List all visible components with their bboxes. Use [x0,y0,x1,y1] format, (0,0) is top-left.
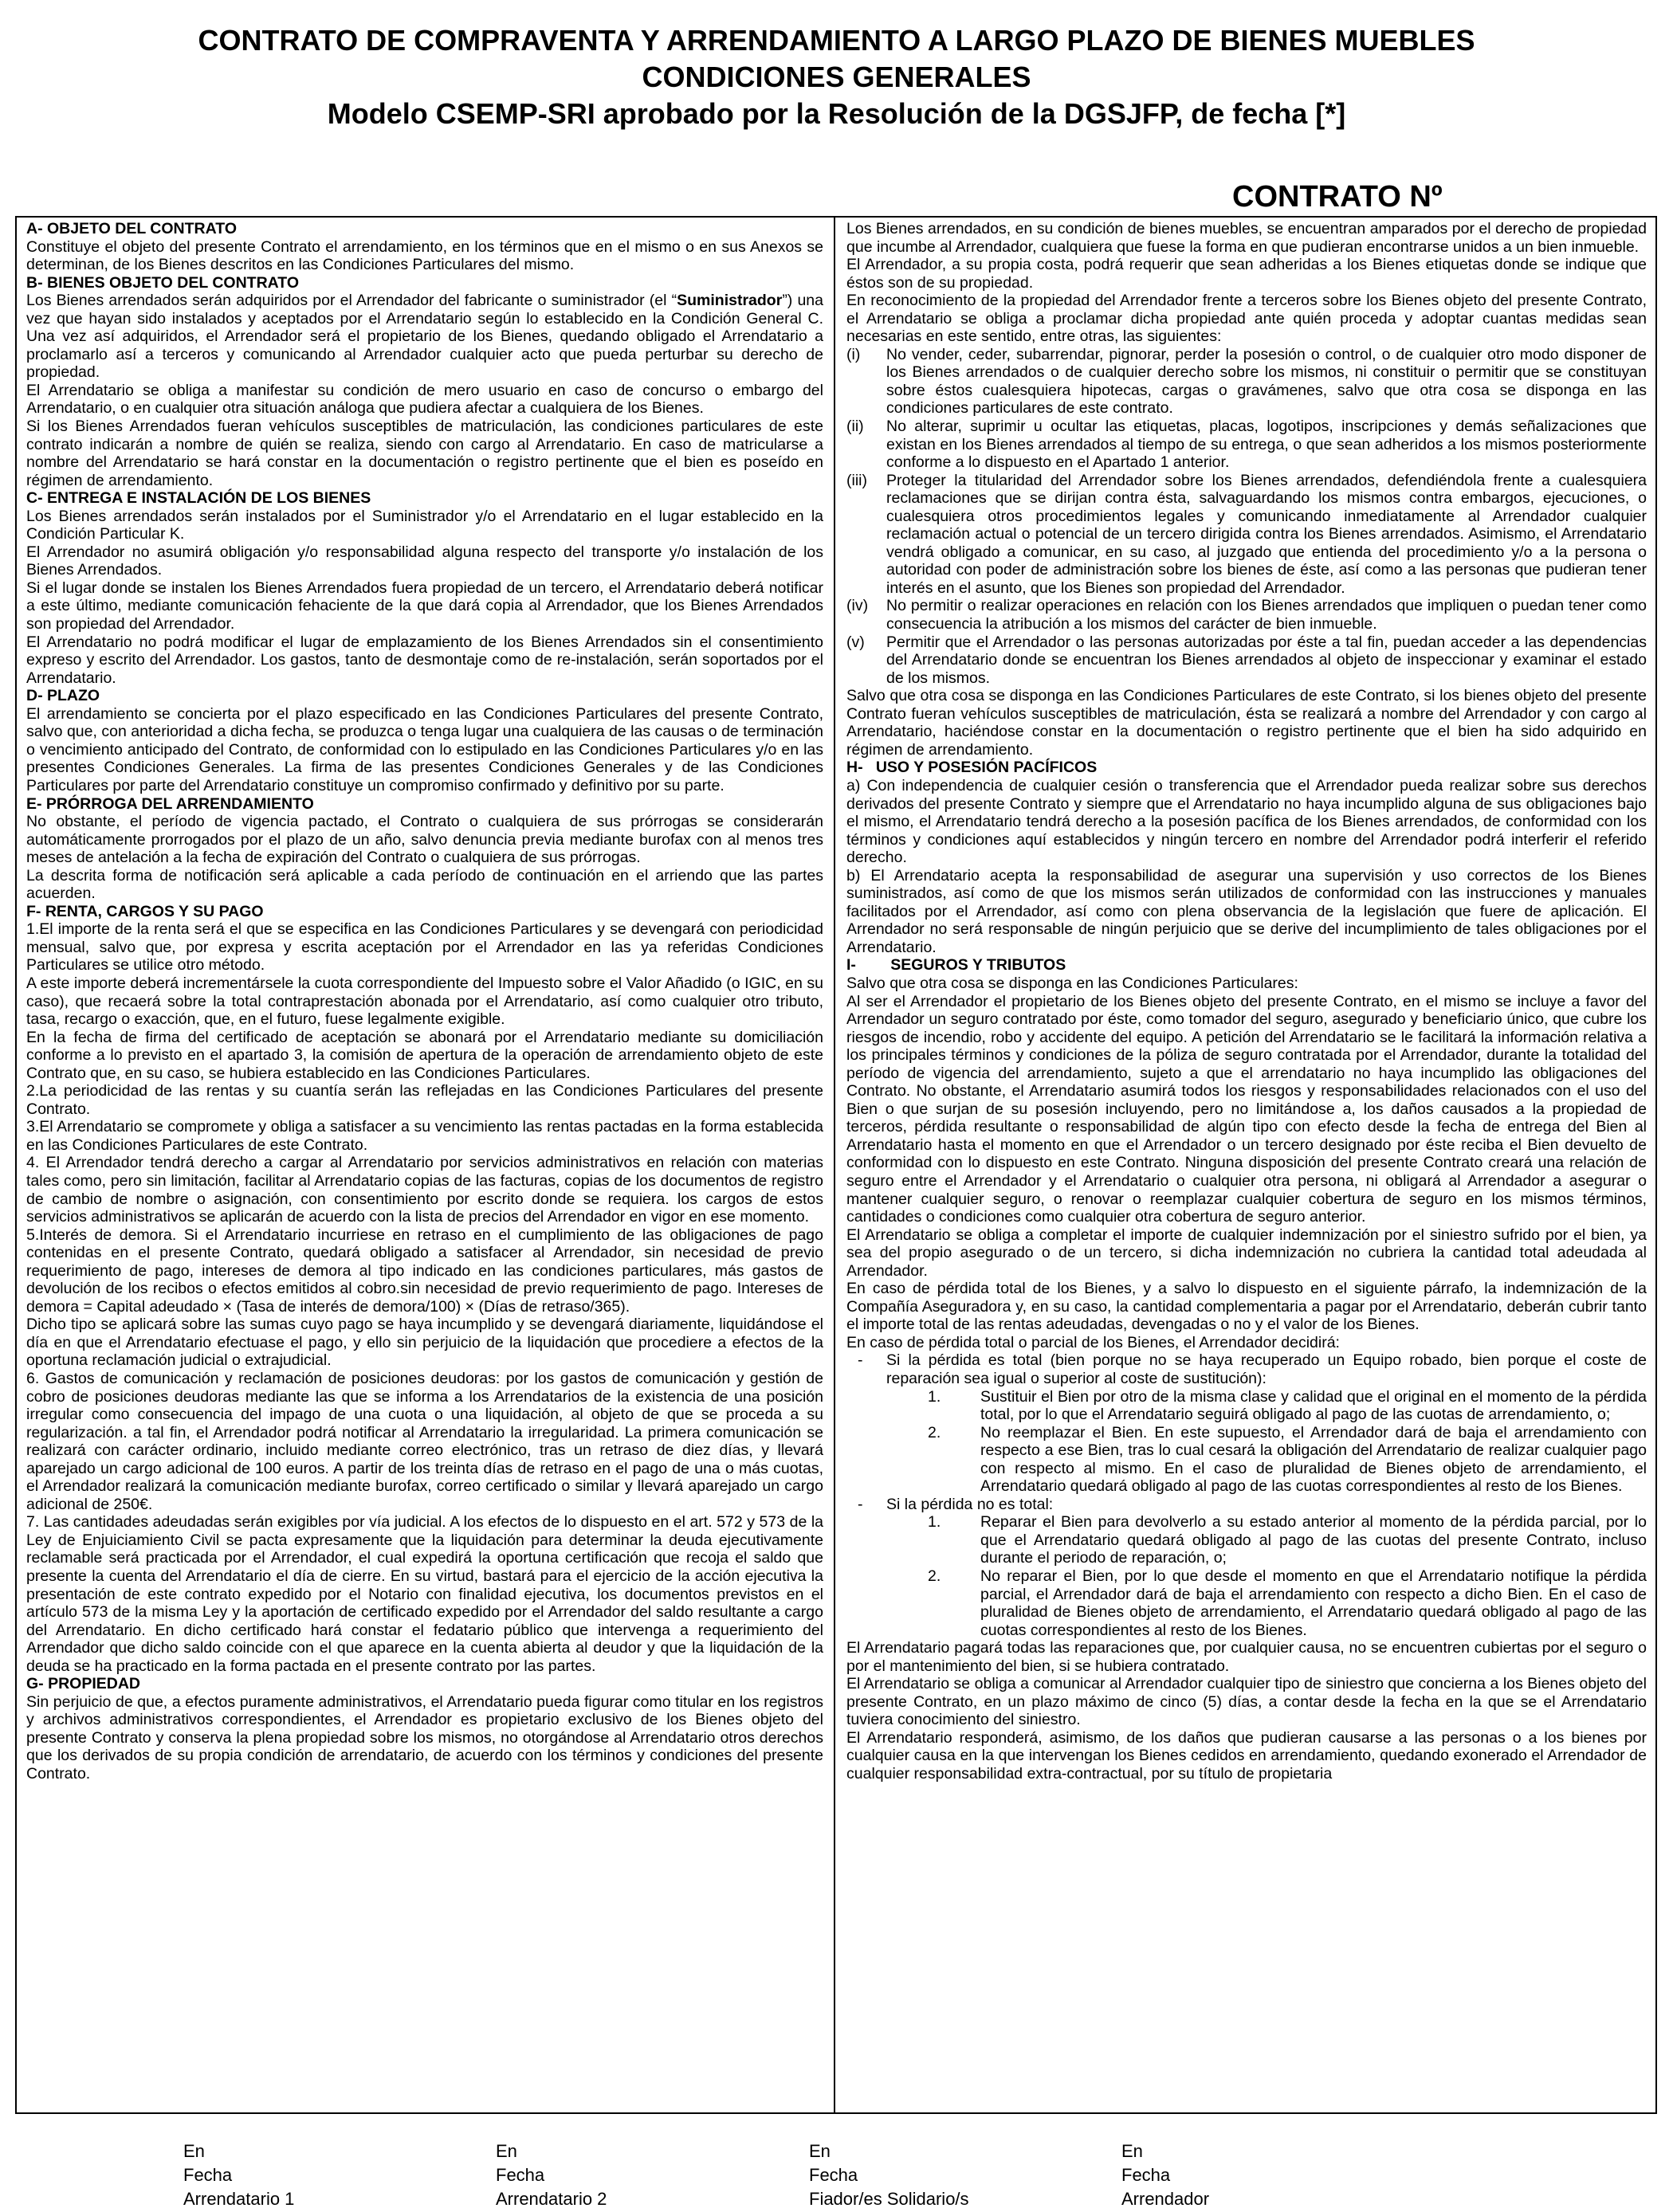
list-text: No permitir o realizar operaciones en relación con los Bienes arrendados que impliquen o puedan tener como consecuencia la atribución a los mismos del carácter de bien inmueble. [886,597,1647,633]
dash-item [846,1496,1647,1514]
section-h-title: H- USO Y POSESIÓN PACÍFICOS [846,759,1098,777]
signature-place: En [183,2141,205,2161]
signature-date: Fecha [183,2165,233,2185]
numbered-text: No reemplazar el Bien. En este supuesto, el Arrendador dará de baja el arrendamiento con respecto a ese Bien, tras lo cual cesará la obligación del Arrendatario de realizar cualquier pago con respecto al mismo. En el caso de pluralidad de Bienes objeto de arrendamiento, el Arrendatario quedará obligado al pago de las cuotas correspondientes al resto de los Bienes. [980,1423,1647,1496]
section-f-paragraph: 1.El importe de la renta será el que se especifica en las Condiciones Particulares y se devengará con periodicidad mensual, salvo que, por expresa y escrita aceptación por el Arrendador en las ya referidas Condiciones Particulares se utilice otro método. [26,920,823,975]
section-i-paragraph: En caso de pérdida total de los Bienes, y a salvo lo dispuesto en el siguiente párrafo, la indemnización de la Compañía Aseguradora y, en su caso, la cantidad complementaria a pagar por el Arrendatario, deberán cubrir tanto el importe total de las rentas adeudadas, devengadas o no y el valor de los Bienes. [846,1280,1647,1334]
signature-party: Fiador/es Solidario/s [809,2189,969,2209]
section-f-paragraph: 6. Gastos de comunicación y reclamación de posiciones deudoras: por los gastos de comunicación y gestión de cobro de posiciones deudoras mediante las que se informa a los Arrendatarios de la existencia de una posición irregular como consecuencia del impago de una cuota o una liquidación, al objeto de que se proceda a su regularización. a tal fin, el Arrendador podrá notificar al Arrendatario la irregularidad. La primera comunicación se realizará con carácter ordinario, incluido mediante correo electrónico, tras un retraso de diez días, y llevará aparejado un cargo adicional de 100 euros. A partir de los treinta días de retraso en el pago de una o más cuotas, el Arrendador realizará la comunicación mediante burofax, correo certificado o similar y llevará aparejado un cargo adicional de 250€. [26,1370,823,1513]
section-f-paragraph: 4. El Arrendador tendrá derecho a cargar al Arrendatario por servicios administrativos en relación con materias tales como, pero sin limitación, facilitar al Arrendatario copias de las facturas, copias de los documentos de registro de cambio de nombre o asignación, con consentimiento por escrito donde se requiera. los cargos de estos servicios administrativos se aplicarán de acuerdo con la lista de precios del Arrendador en vigor en ese momento. [26,1154,823,1226]
section-f-paragraph: En la fecha de firma del certificado de aceptación se abonará por el Arrendatario mediante su domiciliación conforme a lo previsto en el apartado 3, la comisión de apertura de la operación de arrendamiento objeto de este Contrato que, en su caso, se hubiera establecido en las Condiciones Particulares. [26,1028,823,1082]
section-f-paragraph: A este importe deberá incrementársele la cuota correspondiente del Impuesto sobre el Valor Añadido (o IGIC, en su caso), que recaerá sobre la total contraprestación abonada por el Arrendatario, así como cualquier otro tributo, tasa, recargo o exacción, que, en el futuro, fuese legalmente exigible. [26,974,823,1029]
column-divider [834,216,835,2114]
list-text: No alterar, suprimir u ocultar las etiquetas, placas, logotipos, inscripciones y demás señalizaciones que existan en los Bienes arrendados al tiempo de su entrega, o que sean adheridos a los mismos posteriormente conforme a lo dispuesto en el Apartado 1 anterior. [886,418,1647,472]
section-g-title: G- PROPIEDAD [26,1675,141,1693]
list-item [846,633,1647,688]
numbered-text: Sustituir el Bien por otro de la misma clase y calidad que el original en el momento de la pérdida total, por lo que el Arrendatario seguirá obligado al pago de las cuotas de arrendamiento, o; [980,1387,1647,1424]
numbered-item [846,1513,1647,1567]
section-i-paragraph: Salvo que otra cosa se disponga en las Condiciones Particulares: [846,974,1298,992]
number-marker: 2. [928,1423,941,1441]
section-b-text-end: ”) una vez que hayan sido instalados y aceptados por el Arrendatario según lo establecido en la Condición General C. Una vez así adquiridos, el Arrendador será el propietario de los Bienes, quedando obligado el Arrendatario a proclamarlo así a terceros y comunicando al Arrendador cualquier acto que pueda perturbar su derecho de propiedad. [26,292,823,382]
signature-date: Fecha [496,2165,545,2185]
section-c-paragraph: Si el lugar donde se instalen los Bienes Arrendados fuera propiedad de un tercero, el Arrendatario deberá notificar a este último, mediante comunicación fehaciente de la que dará copia al Arrendador, que los Bienes Arrendados son propiedad del Arrendador. [26,578,823,633]
section-h-paragraph: a) Con independencia de cualquier cesión o transferencia que el Arrendador pueda realizar sobre sus derechos derivados del presente Contrato y siempre que el Arrendatario no haya incumplido alguna de sus obligaciones bajo el mismo, el Arrendatario tendrá derecho a la posesión pacífica de los Bienes arrendados, de conformidad con los términos y condiciones aquí establecidos y ningún tercero en nombre del Arrendador podrá interferir el referido derecho. [846,776,1647,867]
list-text: No vender, ceder, subarrendar, pignorar, perder la posesión o control, o de cualquier otro modo disponer de los Bienes arrendados o de cualquier derecho sobre los mismos, ni constituir o permitir que se constituyan sobre éstos cualesquiera hipotecas, cargas o gravámenes, salvo que otra cosa se disponga en las condiciones particulares de este contrato. [886,345,1647,418]
contract-number-label: CONTRATO Nº [1232,180,1443,214]
section-e-paragraph: No obstante, el período de vigencia pactado, el Contrato o cualquiera de sus prórrogas se considerarán automáticamente prorrogados por el plazo de un año, salvo denuncia previa mediante burofax con al menos tres meses de antelación a la fecha de expiración del Contrato o cualquiera de sus prórrogas. [26,813,823,867]
section-b-paragraph: El Arrendatario se obliga a manifestar su condición de mero usuario en caso de concurso o embargo del Arrendatario, o en cualquier otra situación análoga que pudiera afectar a cualquiera de los Bienes. [26,381,823,418]
list-item [846,472,1647,598]
section-c-paragraph: El Arrendatario no podrá modificar el lugar de emplazamiento de los Bienes Arrendados sin el consentimiento expreso y escrito del Arrendador. Los gastos, tanto de desmontaje como de re-instalación, serán soportados por el Arrendatario. [26,633,823,687]
section-f-paragraph: 7. Las cantidades adeudadas serán exigibles por vía judicial. A los efectos de lo dispuesto en el art. 572 y 573 de la Ley de Enjuiciamiento Civil se pacta expresamente que la liquidación para determinar la deuda ejecutivamente reclamable será practicada por el Arrendador, el cual expedirá la oportuna certificación que recoja el saldo que presente la cuenta del Arrendatario el día de cierre. En su virtud, bastará para el ejercicio de la acción ejecutiva la presentación de este contrato expedido por el Notario con finalidad ejecutiva, los documentos previstos en el artículo 573 de la misma Ley y la aportación de certificado expedido por el Arrendador del saldo resultante a cargo del Arrendatario. En dicho certificado hará constar el fedatario público que intervenga a requerimiento del Arrendador que dicho saldo coincide con el que aparece en la cuenta abierta al deudor y que la liquidación de la deuda se ha practicado en la forma pactada en el presente contrato por las partes. [26,1513,823,1675]
section-f-paragraph: 3.El Arrendatario se compromete y obliga a satisfacer a su vencimiento las rentas pactadas en la forma establecida en las Condiciones Particulares de este Contrato. [26,1118,823,1154]
numbered-item [846,1424,1647,1496]
signature-date: Fecha [1121,2165,1171,2185]
section-c-paragraph: El Arrendador no asumirá obligación y/o responsabilidad alguna respecto del transporte y/o instalación de los Bienes Arrendados. [26,543,823,579]
section-b-defined-term: Suministrador [677,292,783,310]
section-a-title: A- OBJETO DEL CONTRATO [26,220,237,237]
signature-place: En [496,2141,517,2161]
section-h-paragraph: b) El Arrendatario acepta la responsabilidad de asegurar una supervisión y uso correctos de los Bienes suministrados, así como de que los mismos serán utilizados de conformidad con las instrucciones y manuales facilitados por el Arrendador, así como con plena observancia de la legislación que fuere de aplicación. El Arrendador no será responsable de ningún perjuicio que se derive del incumplimiento de tales obligaciones por el Arrendatario. [846,866,1647,956]
model-reference: Modelo CSEMP-SRI aprobado por la Resolución de la DGSJFP, de fecha [*] [327,97,1346,130]
numbered-text: No reparar el Bien, por lo que desde el momento en que el Arrendatario notifique la pérdida parcial, el Arrendador dará de baja el arrendamiento con respecto a dicho Bien. En el caso de pluralidad de Bienes objeto de arrendamiento, el Arrendatario quedará obligado al pago de las cuotas correspondientes al resto de los Bienes. [980,1567,1647,1639]
section-b-title: B- BIENES OBJETO DEL CONTRATO [26,273,300,292]
document-header [0,22,1673,132]
list-item [846,597,1647,633]
section-g-paragraph: Sin perjuicio de que, a efectos puramente administrativos, el Arrendatario pueda figurar como titular en los registros y archivos administrativos correspondientes, el Arrendador es propietario exclusivo de los Bienes objeto del presente Contrato y conserva la plena propiedad sobre los mismos, no otorgándose al Arrendatario otros derechos que los derivados de su propia condición de arrendatario, de acuerdo con los términos y condiciones del presente Contrato. [26,1692,823,1783]
section-g-paragraph: En reconocimiento de la propiedad del Arrendador frente a terceros sobre los Bienes objeto del presente Contrato, el Arrendatario se obliga a proclamar dicha propiedad ante quién proceda y adoptar cuantas medidas sean necesarias en este sentido, entre otras, las siguientes: [846,292,1647,346]
list-marker: (iii) [846,471,867,489]
section-i-paragraph: El Arrendatario se obliga a completar el importe de cualquier indemnización por el siniestro sufrido por el bien, ya sea del propio asegurado o de un tercero, si dicha indemnización no cubriera la cantidad total adeudada al Arrendador. [846,1226,1647,1280]
section-c-paragraph: Los Bienes arrendados serán instalados por el Suministrador y/o el Arrendatario en el lugar establecido en la Condición Particular K. [26,507,823,543]
signature-block-fiador [809,2139,969,2211]
signature-party: Arrendador [1121,2189,1210,2209]
signature-date: Fecha [809,2165,858,2185]
signature-area [0,2139,1673,2211]
section-b-text-start: Los Bienes arrendados serán adquiridos por el Arrendador del fabricante o suministrador (el “ [26,292,677,310]
section-i-title: I- SEGUROS Y TRIBUTOS [846,956,1066,975]
section-b-paragraph: Si los Bienes Arrendados fueran vehículos susceptibles de matriculación, las condiciones particulares de este contrato indicarán a nombre de quién se realiza, siendo con cargo al Arrendatario. En caso de matricularse a nombre del Arrendatario se hará constar en la documentación o registro pertinente que el bien es poseído en régimen de arrendamiento. [26,418,823,489]
signature-party: Arrendatario 2 [496,2189,607,2209]
signature-party: Arrendatario 1 [183,2189,295,2209]
numbered-text: Reparar el Bien para devolverlo a su estado anterior al momento de la pérdida parcial, por lo que el Arrendatario quedará obligado al pago de las cuotas del presente Contrato, incluso durante el periodo de reparación, o; [980,1513,1647,1567]
section-g-paragraph: Los Bienes arrendados, en su condición de bienes muebles, se encuentran amparados por el derecho de propiedad que incumbe al Arrendador, cualquiera que fuese la forma en que pudieran encontrarse unidos a un bien inmueble. [846,220,1647,256]
section-f-paragraph: 2.La periodicidad de las rentas y su cuantía serán las reflejadas en las Condiciones Particulares del presente Contrato. [26,1082,823,1118]
list-text: Permitir que el Arrendador o las personas autorizadas por éste a tal fin, puedan acceder a las dependencias del Arrendatario donde se encuentran los Bienes arrendados al objeto de inspeccionar y examinar el estado de los mismos. [886,633,1647,687]
section-a-paragraph: Constituye el objeto del presente Contrato el arrendamiento, en los términos que en el mismo o en sus Anexos se determinan, de los Bienes descritos en las Condiciones Particulares del mismo. [26,237,823,274]
list-marker: (v) [846,633,865,651]
section-e-paragraph: La descrita forma de notificación será aplicable a cada período de continuación en el arriendo que las partes acuerden. [26,866,823,903]
section-g-paragraph: Salvo que otra cosa se disponga en las Condiciones Particulares de este Contrato, si los bienes objeto del presente Contrato fueran vehículos susceptibles de matriculación, ésta se realizará a nombre del Arrendador y con cargo al Arrendatario, haciéndose constar en la documentación o registro pertinente que el bien ha sido adquirido en régimen de arrendamiento. [846,687,1647,759]
document-title: CONTRATO DE COMPRAVENTA Y ARRENDAMIENTO A LARGO PLAZO DE BIENES MUEBLES [198,24,1475,57]
dash-text: Si la pérdida no es total: [886,1495,1054,1513]
number-marker: 1. [928,1387,941,1406]
list-marker: (i) [846,345,861,363]
dash-marker: - [858,1495,863,1513]
dash-text: Si la pérdida es total (bien porque no se haya recuperado un Equipo robado, bien porque el coste de reparación sea igual o superior al coste de sustitución): [886,1351,1647,1387]
signature-place: En [1121,2141,1143,2161]
section-f-paragraph: 5.Interés de demora. Si el Arrendatario incurriese en retraso en el cumplimiento de las obligaciones de pago contenidas en el presente Contrato, quedará obligado a satisfacer al Arrendador, sin necesidad de previo requerimiento de pago, intereses de demora al tipo indicado en las condiciones particulares, más gastos de devolución de los recibos o efectos emitidos al cobro.sin necesidad de previo requerimiento de pago. Intereses de demora = Capital adeudado × (Tasa de interés de demora/100) × (Días de retraso/365). [26,1226,823,1316]
signature-block-arrendatario-1 [183,2139,294,2211]
section-i-paragraph: El Arrendatario responderá, asimismo, de los daños que pudieran causarse a las personas o a los bienes por cualquier causa en la que intervengan los Bienes cedidos en arrendamiento, quedando exonerado el Arrendador de cualquier responsabilidad extra-contractual, por su título de propietaria [846,1728,1647,1783]
list-item [846,418,1647,472]
dash-item [846,1351,1647,1387]
section-i-paragraph: El Arrendatario se obliga a comunicar al Arrendador cualquier tipo de siniestro que concierna a los Bienes objeto del presente Contrato, en un plazo máximo de cinco (5) días, a contar desde la fecha en la que se el Arrendatario tuviera conocimiento del siniestro. [846,1675,1647,1729]
section-e-title: E- PRÓRROGA DEL ARRENDAMIENTO [26,794,314,813]
number-marker: 2. [928,1567,941,1586]
numbered-item [846,1567,1647,1639]
number-marker: 1. [928,1513,941,1532]
signature-block-arrendador [1121,2139,1209,2211]
section-g-paragraph: El Arrendador, a su propia costa, podrá requerir que sean adheridas a los Bienes etiquetas donde se indique que éstos son de su propiedad. [846,256,1647,292]
document-subtitle: CONDICIONES GENERALES [642,61,1031,93]
signature-block-arrendatario-2 [496,2139,607,2211]
section-d-paragraph: El arrendamiento se concierta por el plazo especificado en las Condiciones Particulares del presente Contrato, salvo que, con anterioridad a dicha fecha, se produzca o tenga lugar una cualquiera de las causas o de terminación o vencimiento anticipado del Contrato, de conformidad con lo estipulado en las Condiciones Particulares y/o en las presentes Condiciones Generales. La firma de las presentes Condiciones Generales y de las Condiciones Particulares por parte del Arrendatario constituye un compromiso confirmado y definitivo por su parte. [26,704,823,794]
list-marker: (iv) [846,597,869,615]
list-marker: (ii) [846,418,864,436]
section-d-title: D- PLAZO [26,687,100,705]
signature-place: En [809,2141,831,2161]
section-i-paragraph: Al ser el Arrendador el propietario de los Bienes objeto del presente Contrato, en el mismo se incluye a favor del Arrendador un seguro contratado por éste, como tomador del seguro, asegurado y beneficiario único, que cubre los riesgos de incendio, robo y accidente del equipo. A petición del Arrendatario se le facilitará la información relativa a los principales términos y condiciones de la póliza de seguro contratada por el Arrendador, durante la totalidad del período de vigencia del arrendamiento, sujeto a que el arrendatario no haya incumplido las obligaciones del Contrato. No obstante, el Arrendatario asumirá todos los riesgos y responsabilidades relacionados con el uso del Bien o que surjan de su posesión incluyendo, pero no limitándose a, los daños causados a la propiedad de terceros, pérdida resultante o responsabilidad de algún tipo con efecto desde la fecha de entrega del Bien al Arrendatario hasta el momento en que el Arrendador o un tercero designado por éste reciba el Bien devuelto de conformidad con lo dispuesto en este Contrato. Ninguna disposición del presente Contrato creará una relación de seguro entre el Arrendador y el Arrendatario o cualquier otra persona, ni obligará al Arrendador a asegurar o mantener cualquier seguro, o renovar o reemplazar cualquier cobertura de seguro en los mismos términos, cantidades o condiciones como cualquier otra cobertura de seguro anterior. [846,992,1647,1226]
right-column [846,220,1647,1783]
numbered-item [846,1388,1647,1424]
left-column [26,220,823,1783]
list-text: Proteger la titularidad del Arrendador sobre los Bienes arrendados, defendiéndola frente a cualesquiera reclamaciones que se dirijan contra ésta, salvaguardando los mismos contra embargos, ejecuciones, o cualesquiera otros procedimientos legales y comunicando inmediatamente al Arrendador cualquier reclamación actual o potencial de un tercero dirigida contra los Bienes arrendados. Asimismo, el Arrendatario vendrá obligado a comunicar, en su caso, al juzgado que entienda del procedimiento y/o a la persona o autoridad con poder de administración sobre los bienes de éste, así como a las personas que pudieran tener interés en el asunto, que los Bienes son propiedad del Arrendador. [886,471,1647,597]
dash-marker: - [858,1351,863,1370]
section-f-title: F- RENTA, CARGOS Y SU PAGO [26,902,264,920]
section-c-title: C- ENTREGA E INSTALACIÓN DE LOS BIENES [26,489,371,508]
section-i-paragraph: En caso de pérdida total o parcial de los Bienes, el Arrendador decidirá: [846,1333,1340,1351]
section-b-paragraph [26,292,823,382]
section-f-paragraph: Dicho tipo se aplicará sobre las sumas cuyo pago se haya incumplido y se devengará diariamente, liquidándose el día en que el Arrendatario efectuase el pago, y ello sin perjuicio de la liquidación que procediere a efectos de la oportuna reclamación judicial o extrajudicial. [26,1316,823,1370]
list-item [846,346,1647,418]
section-i-paragraph: El Arrendatario pagará todas las reparaciones que, por cualquier causa, no se encuentren cubiertas por el seguro o por el mantenimiento del bien, si se hubiera contratado. [846,1639,1647,1675]
